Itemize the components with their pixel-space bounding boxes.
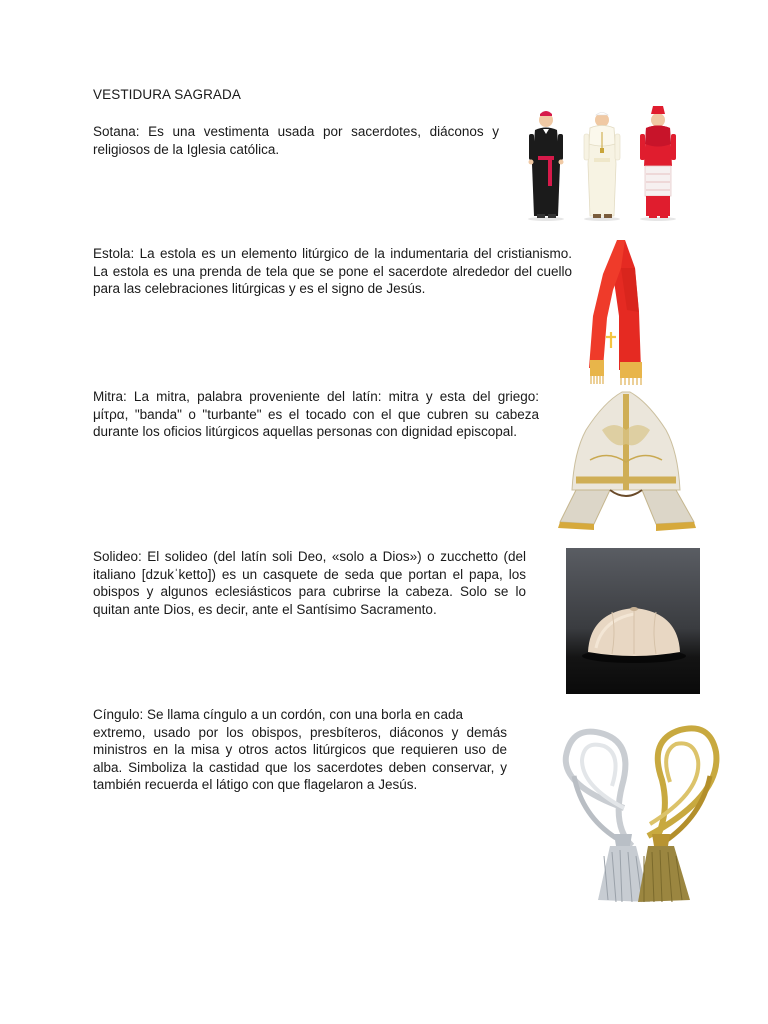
document-title: VESTIDURA SAGRADA	[93, 87, 241, 102]
section-mitra-text: Mitra: La mitra, palabra proveniente del latín: mitra y esta del griego: μίτρα, "banda" o "turbante" es el tocado con el que cubren su cabeza durante los oficios litúrgicos aquellas personas con dignidad episcopal.	[93, 389, 539, 439]
section-estola-text: Estola: La estola es un elemento litúrgico de la indumentaria del cristianismo. La estola es una prenda de tela que se pone el sacerdote alrededor del cuello para las celebraciones litúrgicas y es el signo de Jesús.	[93, 246, 572, 296]
zucchetto-photo	[566, 548, 700, 694]
red-stole-illustration	[583, 238, 663, 386]
section-cingulo-text: extremo, usado por los obispos, presbíteros, diáconos y demás ministros en la misa y otros actos litúrgicos que requieren uso de alba. Simboliza la castidad que los sacerdotes deben conservar, y también recuerda el látigo con que flagelaron a Jesús.	[93, 724, 507, 792]
section-sotana-text: Sotana: Es una vestimenta usada por sacerdotes, diáconos y religiosos de la Iglesia católica.	[93, 124, 499, 157]
section-solideo-text: Solideo: El solideo (del latín soli Deo, «solo a Dios») o zucchetto (del italiano [dzukˈketto]) es un casquete de seda que portan el papa, los obispos y algunos eclesiásticos para cubrirse la cabeza. Solo se lo quitan ante Dios, es decir, ante el Santísimo Sacramento.	[93, 549, 526, 617]
mitre-illustration	[552, 390, 700, 534]
clergy-figures-illustration	[522, 104, 686, 222]
cincture-cords-illustration	[552, 716, 732, 914]
section-cingulo-first-line: Cíngulo: Se llama cíngulo a un cordón, con una borla en cada	[93, 707, 463, 722]
